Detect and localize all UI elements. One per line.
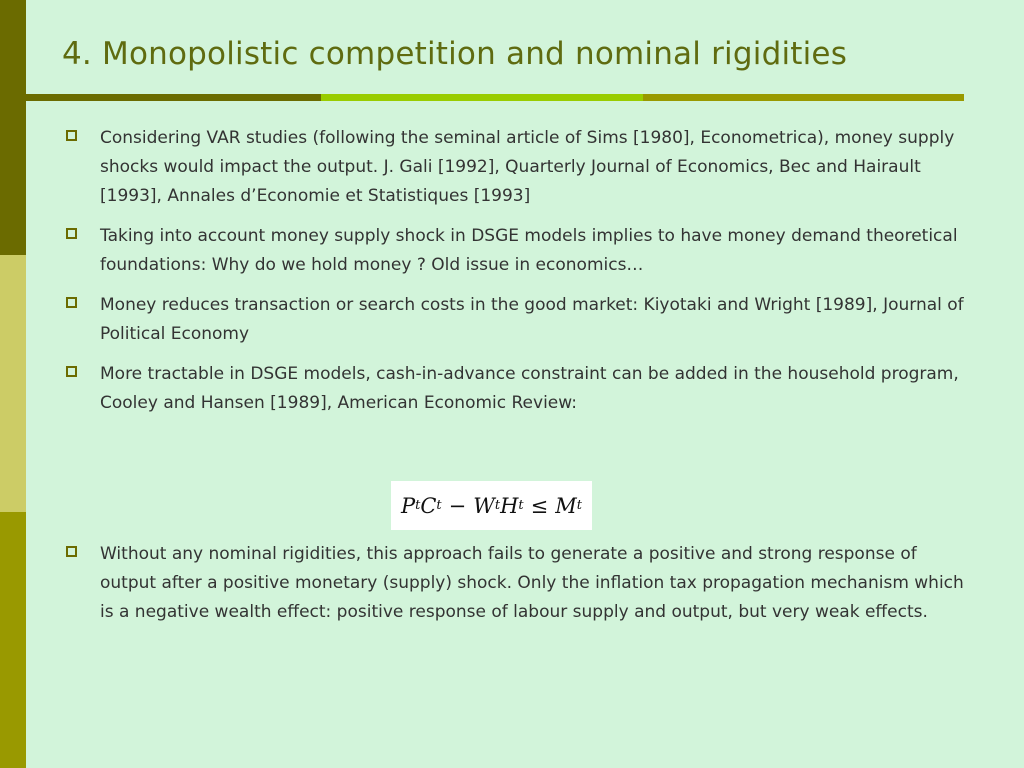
square-bullet-icon: [66, 228, 77, 239]
bullet-item: [62, 124, 972, 211]
slide-title: 4. Monopolistic competition and nominal rigidities: [62, 36, 848, 72]
sidebar-stripe-dark: [0, 0, 26, 255]
square-bullet-icon: [66, 130, 77, 141]
bullet-text: Without any nominal rigidities, this approach fails to generate a positive and strong response of output after a positive monetary (supply) shock. Only the inflation tax propagation mechanism which is a negative wealth effect: positive response of labour supply and output, but very weak effects.: [100, 544, 964, 622]
bullet-item: [62, 540, 972, 627]
title-rule-olive: [643, 94, 964, 101]
formula-symbol: H: [500, 493, 519, 518]
bullet-item: [62, 360, 972, 418]
formula-subscript: t: [436, 498, 442, 513]
sidebar-stripe-light: [0, 255, 26, 512]
bullet-text: Money reduces transaction or search costs in the good market: Kiyotaki and Wright [1989], Journal of Political Economy: [100, 295, 964, 344]
formula-symbol: W: [473, 493, 495, 518]
formula-subscript: t: [415, 498, 421, 513]
bullet-text: Considering VAR studies (following the seminal article of Sims [1980], Econometrica), money supply shocks would impact the output. J. Gali [1992], Quarterly Journal of Economics, Bec and Hairault [1993], Annales d’Economie et Statistiques [1993]: [100, 128, 955, 206]
formula-symbol: M: [555, 493, 577, 518]
square-bullet-icon: [66, 297, 77, 308]
title-rule-green: [321, 94, 643, 101]
bullet-list: [62, 124, 972, 418]
square-bullet-icon: [66, 546, 77, 557]
sidebar-stripe-olive: [0, 512, 26, 768]
cash-in-advance-formula: [391, 481, 592, 530]
bullet-item: [62, 291, 972, 349]
formula-subscript: t: [576, 498, 583, 513]
bullet-text: More tractable in DSGE models, cash-in-advance constraint can be added in the household program, Cooley and Hansen [1989], American Economic Review:: [100, 364, 959, 413]
bullet-text: Taking into account money supply shock in DSGE models implies to have money demand theoretical foundations: Why do we hold money ? Old issue in economics…: [100, 226, 958, 275]
formula-subscript: t: [494, 498, 501, 513]
formula-subscript: t: [518, 498, 524, 513]
bullet-list-continued: [62, 540, 972, 627]
bullet-item: [62, 222, 972, 280]
formula-symbol: C: [420, 493, 437, 518]
formula-minus: −: [448, 493, 467, 518]
formula-leq: ≤: [530, 493, 549, 518]
square-bullet-icon: [66, 366, 77, 377]
formula-symbol: P: [400, 493, 416, 518]
title-rule-dark: [26, 94, 321, 101]
